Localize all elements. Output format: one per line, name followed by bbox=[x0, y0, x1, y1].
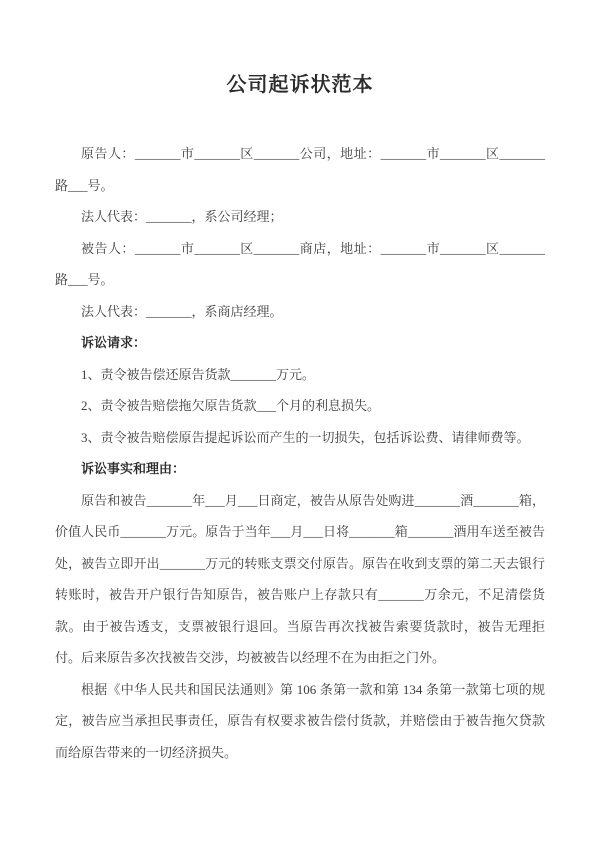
defendant-legal-rep-line: 法人代表：_______，系商店经理。 bbox=[81, 303, 283, 319]
claim-item-2: 2、责令被告赔偿拖欠原告货款___个月的利息损失。 bbox=[81, 398, 381, 413]
document-title: 公司起诉状范本 bbox=[226, 74, 374, 96]
facts-paragraph: 原告和被告_______年___月___日商定，被告从原告处购进_______酒_______箱，价值人民币_______万元。原告于当年___月___日将_______箱_______酒用车送至被告处，被告立即开出_______万元的转账支票交付原告。原告在收到支票的第二天去银行转账时，被告开户银行告知原告，被告账户上存款只有_______万余元，不足清偿货款。由于被告透支，支票被银行退回。当原告再次找被告索要货款时，被告无理拒付。后来原告多次找被告交涉，均被被告以经理不在为由拒之门外。 bbox=[55, 492, 545, 665]
claim-item-1: 1、责令被告偿还原告货款_______万元。 bbox=[81, 366, 316, 382]
plaintiff-line: 原告人：_______市_______区_______公司，地址：_______市_______区_______路___号。 bbox=[55, 146, 545, 193]
legal-basis-paragraph: 根据《中华人民共和国民法通则》第 106 条第一款和第 134 条第一款第七项的规定，被告应当承担民事责任，原告有权要求被告偿付货款，并赔偿由于被告拖欠贷款而给原告带来的一切经济损失。 bbox=[55, 681, 545, 760]
plaintiff-legal-rep-line: 法人代表：_______，系公司经理； bbox=[81, 209, 283, 224]
claim-item-3: 3、责令被告赔偿原告提起诉讼而产生的一切损失，包括诉讼费、请律师费等。 bbox=[81, 429, 530, 445]
facts-heading: 诉讼事实和理由： bbox=[81, 461, 186, 476]
document-body bbox=[0, 98, 600, 768]
defendant-line: 被告人：_______市_______区_______商店，地址：_______市_______区_______路___号。 bbox=[55, 240, 545, 287]
claims-heading: 诉讼请求： bbox=[81, 335, 147, 350]
